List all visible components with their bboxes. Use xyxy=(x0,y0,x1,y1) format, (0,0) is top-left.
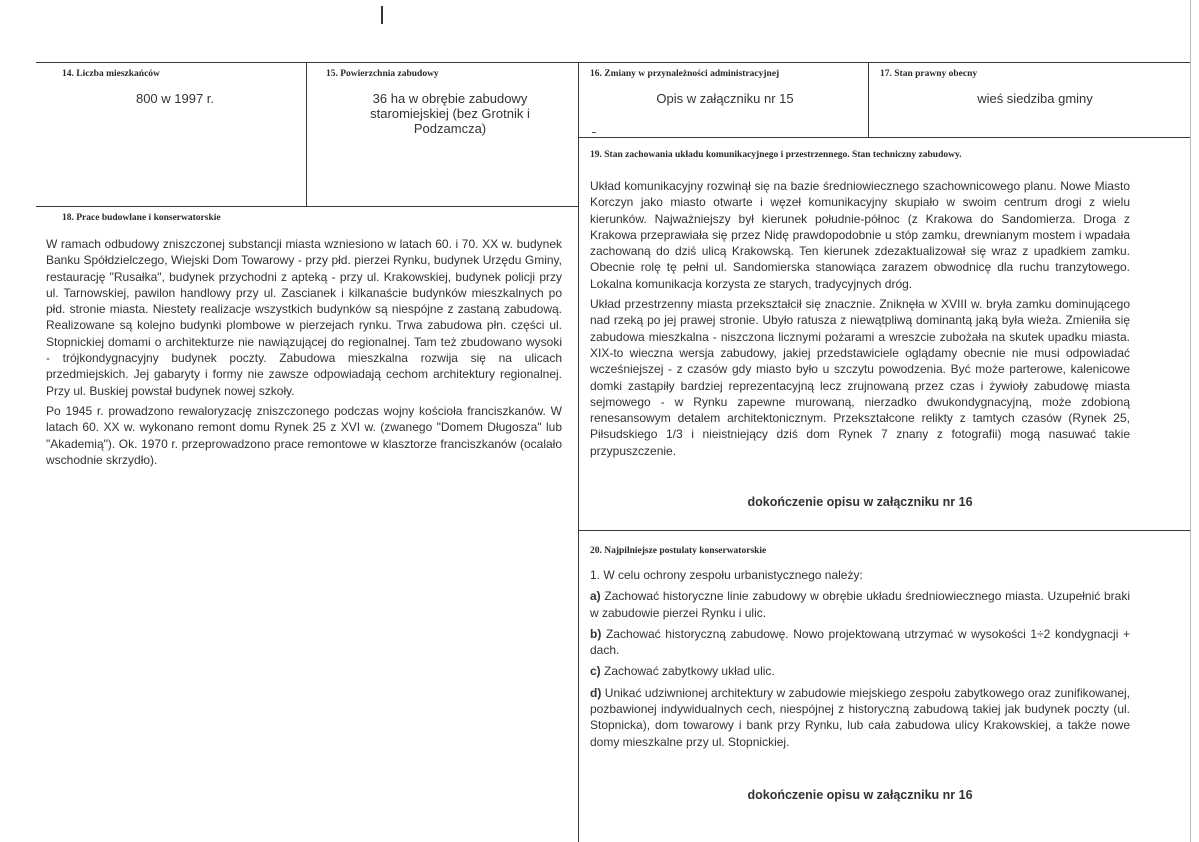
section-19-body xyxy=(590,178,1130,463)
dash-mark xyxy=(592,132,596,133)
section-19-continuation: dokończenie opisu w załączniku nr 16 xyxy=(747,495,973,509)
section-19-paragraph: Układ komunikacyjny rozwinął się na bazie średniowiecznego szachownicowego planu. Nowe Miasto Korczyn jako miasto otwarte i węzeł komunikacyjny skupiało w swoim centrum drogi z wielu kierunków. Najważniejszy był kierunek południe-północ (z Krakowa do Sandomierza. Droga z Krakowa przeprawiała się przez Nidę prawdopodobnie u stóp zamku, drewnianym mostem i wpadała zachowaną do dziś ulicą Krakowską. Ten kierunek zdezaktualizował się wraz z upadkiem zamku. Obecnie rolę tę pełni ul. Sandomierska stanowiąca zarazem obwodnicę dla ruchu tranzytowego. Lokalna komunikacja korzysta ze starych, tradycyjnych dróg. xyxy=(590,179,1130,291)
col-divider-16-17 xyxy=(868,62,869,137)
item-letter: d) xyxy=(590,685,602,700)
row-divider-right-mid xyxy=(578,530,1190,531)
item-text: Unikać udziwnionej architektury w zabudowie miejskiego zespołu zabytkowego oraz zunifikowanej, pozbawionej indywidualnych cech, niespójnej z historyczną zabudową takiej jak budynek poczty (ul. Stopnicka), dom towarowy i bank przy Rynku, lub cała zabudowa ulicy Krakowskiej, a także nowe domy mieszkalne przy ul. Stopnickiej. xyxy=(590,685,1130,749)
scan-edge xyxy=(1190,0,1191,842)
row-divider-right-top xyxy=(578,137,1190,138)
postulate-item-b xyxy=(590,626,1130,659)
postulate-item-a xyxy=(590,588,1130,621)
col-divider-14-15 xyxy=(306,62,307,206)
cell-16-value: Opis w załączniku nr 15 xyxy=(656,91,794,106)
cell-14-label: 14. Liczba mieszkańców xyxy=(62,69,160,79)
item-text: Zachować historyczne linie zabudowy w obrębie układu średniowiecznego miasta. Uzupełnić braki w zabudowie pierzei Rynku i ulic. xyxy=(590,589,1130,620)
item-text: Zachować zabytkowy układ ulic. xyxy=(604,664,775,679)
section-20-continuation: dokończenie opisu w załączniku nr 16 xyxy=(747,788,973,802)
table-top-border xyxy=(36,62,1190,63)
cell-17-value: wieś siedziba gminy xyxy=(977,91,1093,106)
section-20-body xyxy=(590,567,1130,755)
section-19-paragraph: Układ przestrzenny miasta przekształcił się znacznie. Zniknęła w XVIII w. bryła zamku dominującego nad rzeką po jej prawej stronie. Ubyło ratusza z niewątpliwą dominantą jaką była wieża. Zmieniła się zabudowa mieszkalna - niszczona licznymi pożarami a wreszcie zubożała na skutek upadku miasta. XIX-to wieczna wersja zabudowy, jakiej przedstawiciele oglądamy obecnie nie musi odpowiadać wcześniejszej - z czasów gdy miasto było u szczytu powodzenia. Być może parterowe, kalenicowe domki zastąpiły bardziej reprezentacyjną lecz zrujnowaną przez czas i żywioły zabudowę miasta sejmowego - w Rynku zapewne murowaną, nierzadko dwukondygnacyjną, może zdobioną renesansowym detalem architektonicznym. Przekształcone relikty z tamtych czasów (Rynek 25, Piłsudskiego 1/3 i nieistniejący dziś dom Rynek 7 znany z fotografii) mogą nasuwać takie przypuszczenie. xyxy=(590,297,1130,458)
cell-14-value: 800 w 1997 r. xyxy=(135,91,215,106)
postulate-item-d xyxy=(590,685,1130,750)
scan-mark xyxy=(381,6,383,24)
cell-16-label: 16. Zmiany w przynależności administracyjnej xyxy=(590,69,780,79)
item-letter: a) xyxy=(590,589,601,604)
section-18-body xyxy=(46,236,562,472)
section-18-paragraph: Po 1945 r. prowadzono rewaloryzację zniszczonego podczas wojny kościoła franciszkanów. W latach 60. XX w. wykonano remont domu Rynek 25 z XVI w. (zwanego "Domem Długosza" lub "Akademią"). Ok. 1970 r. przeprowadzono prace remontowe w klasztorze franciszkanów (ocalało wschodnie skrzydło). xyxy=(46,403,562,467)
section-18-paragraph: W ramach odbudowy zniszczonej substancji miasta wzniesiono w latach 60. i 70. XX w. budynek Banku Spółdzielczego, Wiejski Dom Towarowy - przy płd. pierzei Rynku, budynek Urzędu Gminy, restaurację "Rusałka", budynek przychodni z apteką - przy ul. Krakowskiej, budynek policji przy ul. Tarnowskiej, pawilon handlowy przy ul. Zascianek i kilkanaście budynków mieszkalnych po płd. stronie miasta. Niestety realizacje wszystkich budynków są niespójne z zastaną zabudową. Realizowane są kolejno budynki plombowe w pierzejach rynku. Trwa zabudowa płn. części ul. Stopnickiej domami o architekturze nie nawiązującej do regionalnej. Tam też zbudowano wysoki - trójkondygnacyjny budynek poczty. Zabudowa mieszkalna rozwija się na ulicach przedmiejskich. Jej gabaryty i formy nie zawsze odpowiadają cechom architektury regionalnej. Przy ul. Buskiej powstał budynek nowej szkoły. xyxy=(46,237,562,398)
postulate-item-c xyxy=(590,663,1130,679)
section-20-intro: 1. W celu ochrony zespołu urbanistycznego należy: xyxy=(590,568,863,582)
item-letter: b) xyxy=(590,626,602,641)
item-letter: c) xyxy=(590,664,601,679)
cell-17-label: 17. Stan prawny obecny xyxy=(880,69,978,79)
row-divider-left xyxy=(36,206,578,207)
cell-15-label: 15. Powierzchnia zabudowy xyxy=(326,69,439,79)
cell-15-value: 36 ha w obrębie zabudowy staromiejskiej (bez Grotnik i Podzamcza) xyxy=(370,91,530,136)
section-20-label: 20. Najpilniejsze postulaty konserwatorskie xyxy=(590,546,767,556)
col-divider-center xyxy=(578,62,579,842)
section-19-label: 19. Stan zachowania układu komunikacyjnego i przestrzennego. Stan techniczny zabudowy. xyxy=(590,150,962,160)
item-text: Zachować historyczną zabudowę. Nowo projektowaną utrzymać w wysokości 1÷2 kondygnacji + dach. xyxy=(590,626,1130,658)
section-18-label: 18. Prace budowlane i konserwatorskie xyxy=(62,213,221,223)
